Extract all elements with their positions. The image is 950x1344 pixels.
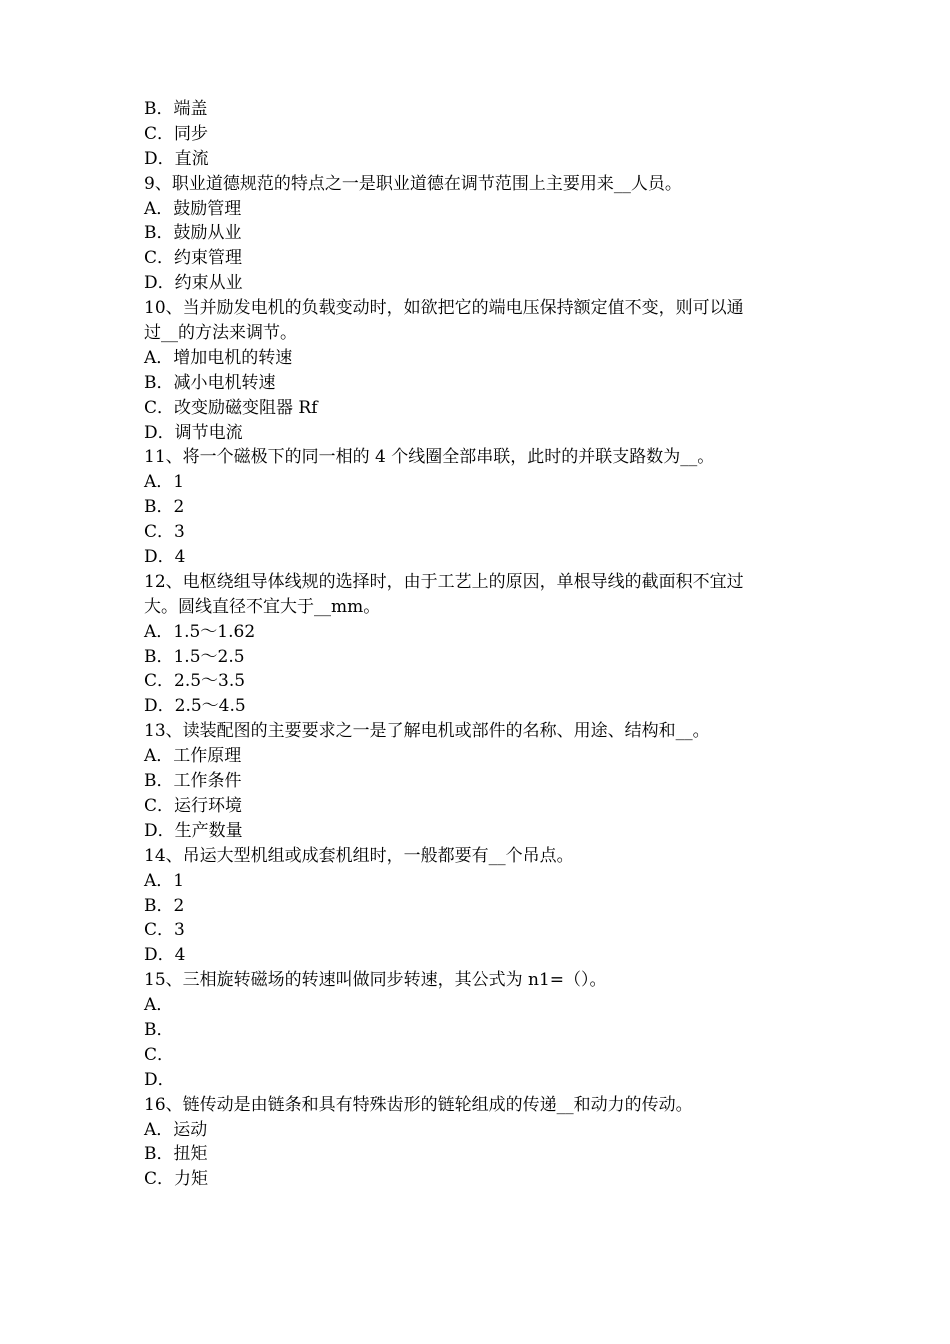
option-line: C．改变励磁变阻器 Rf [144,397,318,418]
option-line: B．扭矩 [144,1144,208,1165]
question-13: 13、读装配图的主要要求之一是了解电机或部件的名称、用途、结构和__。 [144,721,710,742]
question-12: 12、电枢绕组导体线规的选择时，由于工艺上的原因，单根导线的截面积不宜过 [144,571,744,592]
option-line: D．调节电流 [144,422,243,443]
option-line: D．2.5～4.5 [144,696,246,717]
option-line: A．1 [144,472,185,493]
option-line: A．运动 [144,1119,208,1140]
document-page [144,97,814,1192]
question-9: 9、职业道德规范的特点之一是职业道德在调节范围上主要用来__人员。 [144,173,682,194]
question-12-cont: 大。圆线直径不宜大于__mm。 [144,596,381,617]
option-line: A．鼓励管理 [144,198,242,219]
option-line: C．3 [144,920,185,941]
option-line: C．同步 [144,123,209,144]
question-10-cont: 过__的方法来调节。 [144,323,297,344]
option-line: C． [144,1044,175,1065]
question-14: 14、吊运大型机组或成套机组时，一般都要有__个吊点。 [144,845,574,866]
option-line: D．约束从业 [144,273,243,294]
option-line: B．端盖 [144,99,208,119]
option-line: A．工作原理 [144,746,242,767]
option-line: D．4 [144,945,186,966]
option-line: C．2.5～3.5 [144,671,246,692]
option-line: B．1.5～2.5 [144,646,245,667]
option-line: C．3 [144,522,185,543]
option-line: D．生产数量 [144,820,243,841]
question-10: 10、当并励发电机的负载变动时，如欲把它的端电压保持额定值不变，则可以通 [144,298,744,319]
option-line: A． [144,995,174,1016]
option-line: A．1.5～1.62 [144,621,256,642]
option-line: B．2 [144,895,185,916]
option-line: D．4 [144,547,186,568]
option-line: B．工作条件 [144,771,242,792]
option-line: C．力矩 [144,1169,209,1190]
option-line: D．直流 [144,148,209,169]
option-line: C．约束管理 [144,248,243,269]
option-line: C．运行环境 [144,795,243,816]
option-line: B．减小电机转速 [144,372,276,393]
option-line: B．鼓励从业 [144,223,242,244]
option-line: B． [144,1019,174,1040]
question-11: 11、将一个磁极下的同一相的 4 个线圈全部串联，此时的并联支路数为__。 [144,447,715,468]
option-line: A．增加电机的转速 [144,347,293,368]
question-15: 15、三相旋转磁场的转速叫做同步转速，其公式为 n1=（）。 [144,970,607,991]
question-16: 16、链传动是由链条和具有特殊齿形的链轮组成的传递__和动力的传动。 [144,1094,693,1115]
option-line: D． [144,1069,175,1090]
option-line: B．2 [144,497,185,518]
option-line: A．1 [144,870,185,891]
